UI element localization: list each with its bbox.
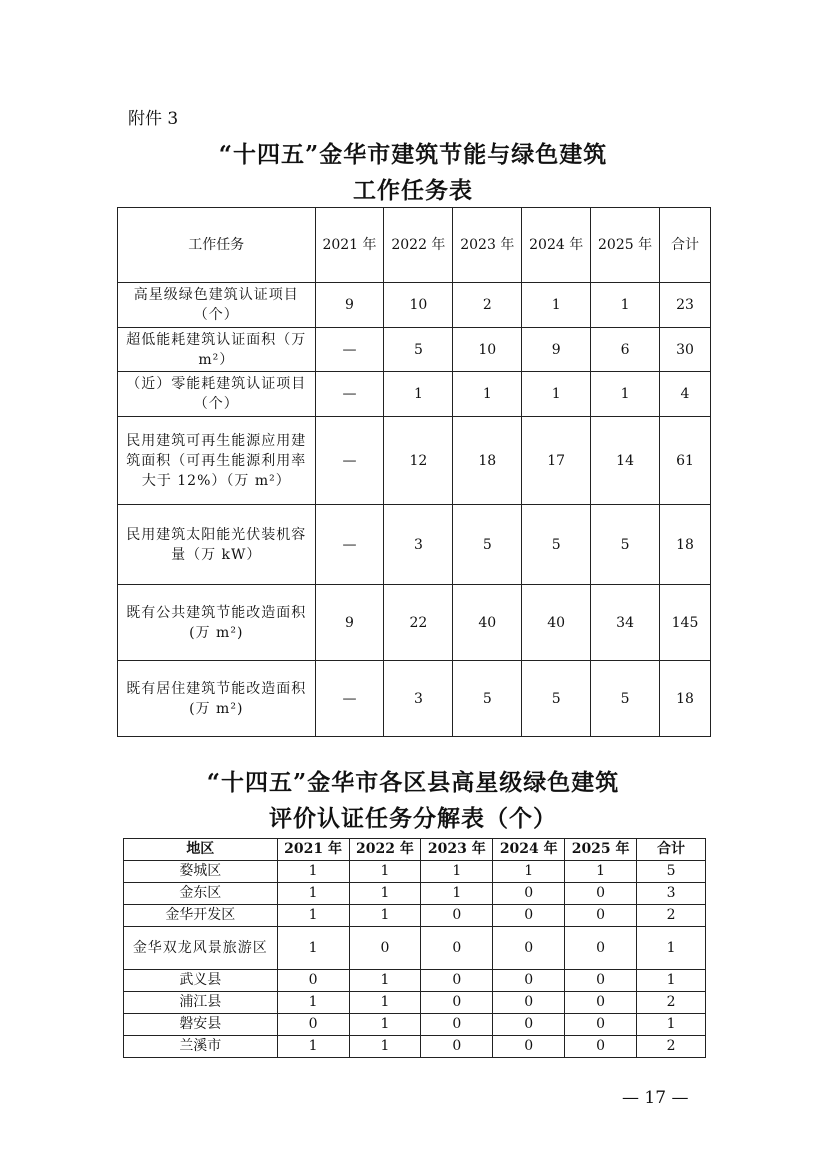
value-cell: 5	[591, 661, 660, 737]
region-cell: 金华双龙风景旅游区	[124, 927, 278, 970]
table-row	[118, 328, 711, 372]
value-cell: 5	[591, 505, 660, 585]
value-cell: 2	[637, 992, 706, 1014]
value-cell: 1	[349, 861, 421, 883]
value-cell: 40	[453, 585, 522, 661]
value-cell: 1	[637, 1014, 706, 1036]
header-cell: 2021 年	[277, 839, 349, 861]
value-cell: 145	[660, 585, 711, 661]
table-row	[118, 417, 711, 505]
region-cell: 金东区	[124, 883, 278, 905]
value-cell: 0	[493, 1014, 565, 1036]
value-cell: 1	[421, 861, 493, 883]
value-cell: 1	[565, 861, 637, 883]
task-cell: （近）零能耗建筑认证项目（个）	[118, 372, 316, 417]
value-cell: 2	[637, 905, 706, 927]
value-cell: 1	[349, 1014, 421, 1036]
value-cell: —	[315, 505, 384, 585]
value-cell: 10	[453, 328, 522, 372]
header-cell: 2025 年	[565, 839, 637, 861]
value-cell: 10	[384, 283, 453, 328]
table-row	[124, 927, 706, 970]
table-row	[124, 861, 706, 883]
value-cell: 40	[522, 585, 591, 661]
value-cell: 30	[660, 328, 711, 372]
value-cell: 1	[493, 861, 565, 883]
region-cell: 金华开发区	[124, 905, 278, 927]
value-cell: 0	[493, 970, 565, 992]
table-row	[124, 1014, 706, 1036]
value-cell: 0	[493, 1036, 565, 1058]
value-cell: 0	[277, 1014, 349, 1036]
value-cell: 0	[565, 927, 637, 970]
table1-title-line2: 工作任务表	[353, 177, 473, 204]
value-cell: —	[315, 328, 384, 372]
table-row	[118, 661, 711, 737]
value-cell: 0	[565, 1014, 637, 1036]
value-cell: 0	[421, 1014, 493, 1036]
task-cell: 超低能耗建筑认证面积（万 m²）	[118, 328, 316, 372]
region-task-table	[123, 838, 706, 1058]
value-cell: 3	[384, 661, 453, 737]
value-cell: 1	[522, 283, 591, 328]
table-header-row	[118, 208, 711, 283]
table-row	[124, 970, 706, 992]
value-cell: 0	[421, 927, 493, 970]
value-cell: 0	[349, 927, 421, 970]
value-cell: —	[315, 372, 384, 417]
table-row	[118, 283, 711, 328]
value-cell: 0	[493, 927, 565, 970]
table-row	[118, 372, 711, 417]
header-cell: 2024 年	[493, 839, 565, 861]
value-cell: 5	[384, 328, 453, 372]
table-row	[124, 883, 706, 905]
value-cell: 1	[277, 927, 349, 970]
value-cell: 18	[660, 505, 711, 585]
header-cell: 2021 年	[315, 208, 384, 283]
work-task-table	[117, 207, 711, 737]
header-cell: 合计	[660, 208, 711, 283]
value-cell: 1	[277, 1036, 349, 1058]
table-row	[124, 992, 706, 1014]
value-cell: 1	[349, 992, 421, 1014]
region-cell: 武义县	[124, 970, 278, 992]
header-cell: 2024 年	[522, 208, 591, 283]
region-cell: 浦江县	[124, 992, 278, 1014]
task-cell: 民用建筑太阳能光伏装机容量（万 kW）	[118, 505, 316, 585]
value-cell: 0	[565, 1036, 637, 1058]
value-cell: —	[315, 661, 384, 737]
value-cell: —	[315, 417, 384, 505]
value-cell: 2	[637, 1036, 706, 1058]
value-cell: 6	[591, 328, 660, 372]
value-cell: 5	[453, 505, 522, 585]
value-cell: 0	[565, 905, 637, 927]
value-cell: 23	[660, 283, 711, 328]
region-cell: 磐安县	[124, 1014, 278, 1036]
value-cell: 2	[453, 283, 522, 328]
value-cell: 9	[315, 585, 384, 661]
value-cell: 0	[565, 992, 637, 1014]
table-row	[124, 905, 706, 927]
value-cell: 0	[565, 970, 637, 992]
value-cell: 0	[421, 992, 493, 1014]
value-cell: 0	[421, 905, 493, 927]
value-cell: 5	[637, 861, 706, 883]
value-cell: 1	[591, 283, 660, 328]
table2-title-line1: “十四五”金华市各区县高星级绿色建筑	[206, 769, 620, 796]
value-cell: 34	[591, 585, 660, 661]
value-cell: 1	[591, 372, 660, 417]
value-cell: 0	[493, 992, 565, 1014]
table2-title-line2: 评价认证任务分解表（个）	[269, 805, 557, 832]
value-cell: 1	[421, 883, 493, 905]
value-cell: 3	[637, 883, 706, 905]
value-cell: 0	[493, 883, 565, 905]
value-cell: 12	[384, 417, 453, 505]
value-cell: 22	[384, 585, 453, 661]
value-cell: 18	[453, 417, 522, 505]
table-header-row	[124, 839, 706, 861]
value-cell: 17	[522, 417, 591, 505]
task-cell: 既有公共建筑节能改造面积(万 m²)	[118, 585, 316, 661]
value-cell: 1	[277, 905, 349, 927]
header-cell: 2023 年	[421, 839, 493, 861]
value-cell: 0	[277, 970, 349, 992]
value-cell: 1	[349, 1036, 421, 1058]
value-cell: 1	[349, 970, 421, 992]
value-cell: 1	[384, 372, 453, 417]
header-cell: 合计	[637, 839, 706, 861]
value-cell: 1	[453, 372, 522, 417]
table-row	[124, 1036, 706, 1058]
value-cell: 0	[493, 905, 565, 927]
value-cell: 1	[522, 372, 591, 417]
value-cell: 1	[349, 905, 421, 927]
value-cell: 1	[277, 883, 349, 905]
region-cell: 兰溪市	[124, 1036, 278, 1058]
value-cell: 1	[637, 970, 706, 992]
value-cell: 5	[522, 661, 591, 737]
value-cell: 9	[315, 283, 384, 328]
value-cell: 5	[453, 661, 522, 737]
table1-title-line1: “十四五”金华市建筑节能与绿色建筑	[218, 141, 608, 168]
header-cell: 工作任务	[118, 208, 316, 283]
value-cell: 0	[565, 883, 637, 905]
header-cell: 地区	[124, 839, 278, 861]
table-row	[118, 505, 711, 585]
value-cell: 5	[522, 505, 591, 585]
value-cell: 1	[277, 992, 349, 1014]
task-cell: 高星级绿色建筑认证项目（个）	[118, 283, 316, 328]
header-cell: 2023 年	[453, 208, 522, 283]
region-cell: 婺城区	[124, 861, 278, 883]
value-cell: 14	[591, 417, 660, 505]
value-cell: 1	[277, 861, 349, 883]
value-cell: 18	[660, 661, 711, 737]
value-cell: 1	[637, 927, 706, 970]
value-cell: 1	[349, 883, 421, 905]
value-cell: 61	[660, 417, 711, 505]
value-cell: 3	[384, 505, 453, 585]
value-cell: 0	[421, 1036, 493, 1058]
header-cell: 2022 年	[349, 839, 421, 861]
table-row	[118, 585, 711, 661]
value-cell: 4	[660, 372, 711, 417]
value-cell: 9	[522, 328, 591, 372]
attachment-label: 附件 3	[128, 109, 179, 129]
value-cell: 0	[421, 970, 493, 992]
page-number: — 17 —	[622, 1088, 689, 1108]
header-cell: 2025 年	[591, 208, 660, 283]
header-cell: 2022 年	[384, 208, 453, 283]
task-cell: 既有居住建筑节能改造面积(万 m²)	[118, 661, 316, 737]
task-cell: 民用建筑可再生能源应用建筑面积（可再生能源利用率大于 12%）（万 m²）	[118, 417, 316, 505]
